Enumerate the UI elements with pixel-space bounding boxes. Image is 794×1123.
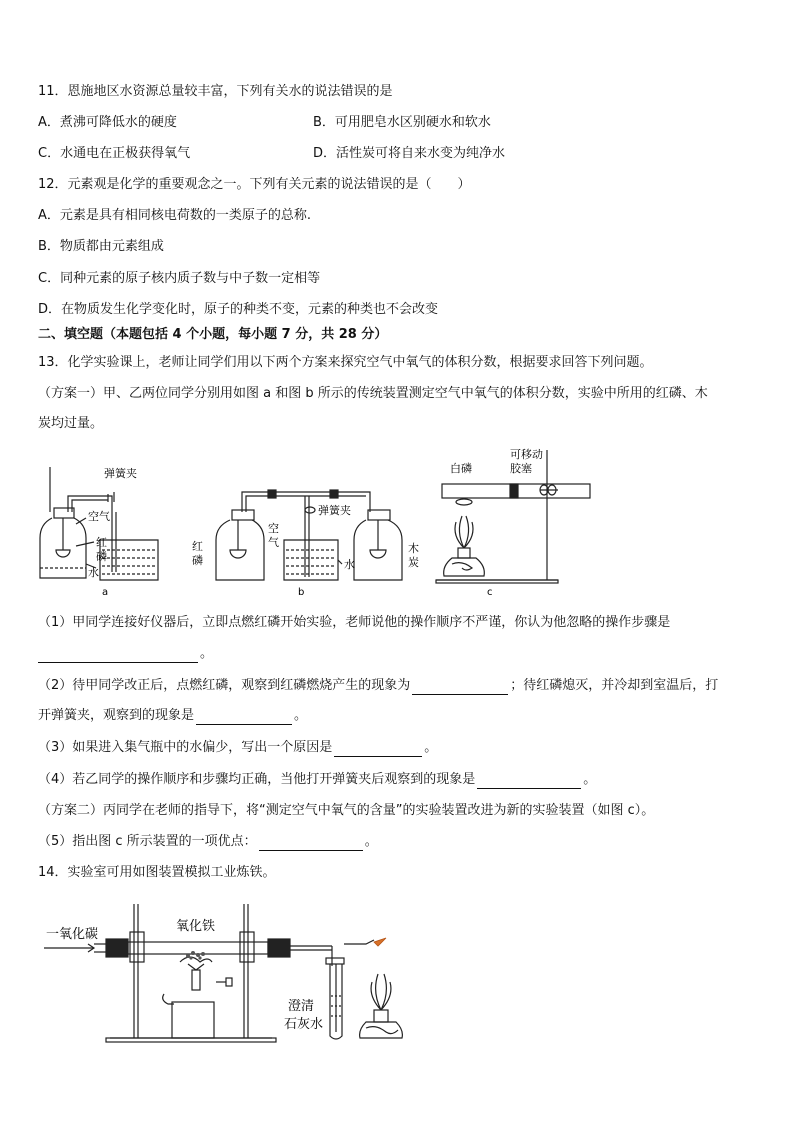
q14-co-label: 一氧化碳 bbox=[46, 927, 99, 942]
fig-a-water-label: 水 bbox=[88, 566, 99, 579]
fig-c-caption: c bbox=[487, 587, 493, 597]
figure-c bbox=[432, 442, 592, 597]
fig-a-phos2: 磷 bbox=[96, 550, 107, 563]
q13-p5-text: （5）指出图 c 所示装置的一项优点： bbox=[38, 834, 257, 849]
fig-b-air1: 空 bbox=[268, 522, 279, 535]
q11-option-c: C．水通电在正极获得氧气 bbox=[38, 146, 191, 161]
q13-p2-line2 bbox=[38, 707, 307, 725]
q13-p4-end: 。 bbox=[583, 772, 597, 787]
fig-a-clip-label: 弹簧夹 bbox=[104, 467, 137, 480]
fig-b-charcoal1: 木 bbox=[408, 542, 419, 555]
fig-b-caption: b bbox=[298, 587, 305, 597]
q12-stem: 12．元素观是化学的重要观念之一。下列有关元素的说法错误的是（ ） bbox=[38, 177, 471, 192]
q13-p1-answer-line bbox=[38, 645, 213, 663]
q13-plan1-line1: （方案一）甲、乙两位同学分别用如图 a 和图 b 所示的传统装置测定空气中氧气的体积分数，实验中所用的红磷、木 bbox=[38, 386, 708, 401]
q13-p4-text: （4）若乙同学的操作顺序和步骤均正确，当他打开弹簧夹后观察到的现象是 bbox=[38, 772, 476, 787]
fig-a-caption: a bbox=[102, 587, 109, 597]
fig-c-white-phos-label: 白磷 bbox=[450, 462, 472, 475]
q13-p2-text-c: 开弹簧夹，观察到的现象是 bbox=[38, 708, 195, 723]
fig-b-phos2: 磷 bbox=[192, 554, 203, 567]
q13-plan2: （方案二）丙同学在老师的指导下，将“测定空气中氧气的含量”的实验装置改进为新的实验装置（如图 c）。 bbox=[38, 803, 655, 818]
q13-p3-text: （3）如果进入集气瓶中的水偏少，写出一个原因是 bbox=[38, 740, 333, 755]
q11-stem: 11．恩施地区水资源总量较丰富，下列有关水的说法错误的是 bbox=[38, 84, 393, 99]
q14-fe2o3-label: 氧化铁 bbox=[176, 919, 216, 934]
q12-option-c: C．同种元素的原子核内质子数与中子数一定相等 bbox=[38, 271, 321, 286]
q13-p1-text: （1）甲同学连接好仪器后，立即点燃红磷开始实验，老师说他的操作顺序不严谨，你认为他忽略的操作步骤是 bbox=[38, 615, 671, 630]
q12-option-a: A．元素是具有相同核电荷数的一类原子的总称. bbox=[38, 208, 312, 223]
q13-p5-line bbox=[38, 833, 378, 851]
figure-q14 bbox=[40, 896, 430, 1056]
q13-p5-blank[interactable] bbox=[259, 836, 363, 851]
q13-p2-blank-2[interactable] bbox=[196, 710, 292, 725]
q13-p1-blank[interactable] bbox=[38, 648, 198, 663]
section-title: 二、填空题（本题包括 4 个小题，每小题 7 分，共 28 分） bbox=[38, 327, 388, 342]
q12-option-d: D．在物质发生化学变化时，原子的种类不变，元素的种类也不会改变 bbox=[38, 302, 439, 317]
figure-b bbox=[190, 482, 425, 597]
q13-p4-line bbox=[38, 771, 596, 789]
fig-c-movable2: 胶塞 bbox=[510, 462, 532, 475]
q13-p2-end: 。 bbox=[294, 708, 308, 723]
q13-p2-text-b: ；待红磷熄灭，并冷却到室温后，打 bbox=[510, 678, 719, 693]
q11-option-b: B．可用肥皂水区别硬水和软水 bbox=[313, 115, 491, 130]
figure-a bbox=[30, 462, 180, 597]
q13-plan1-line2: 炭均过量。 bbox=[38, 416, 104, 431]
fig-b-charcoal2: 炭 bbox=[408, 556, 419, 569]
fig-b-clip-label: 弹簧夹 bbox=[318, 504, 351, 517]
q12-option-b: B．物质都由元素组成 bbox=[38, 239, 164, 254]
q14-stem: 14．实验室可用如图装置模拟工业炼铁。 bbox=[38, 865, 276, 880]
fig-b-air2: 气 bbox=[268, 536, 279, 549]
q13-p2-line1 bbox=[38, 677, 718, 695]
q11-option-d: D．活性炭可将自来水变为纯净水 bbox=[313, 146, 506, 161]
fig-a-phos1: 红 bbox=[96, 536, 107, 549]
q13-p2-text-a: （2）待甲同学改正后，点燃红磷，观察到红磷燃烧产生的现象为 bbox=[38, 678, 411, 693]
q13-p1-end: 。 bbox=[200, 646, 214, 661]
q13-p4-blank[interactable] bbox=[477, 774, 581, 789]
q13-p3-end: 。 bbox=[424, 740, 438, 755]
q11-option-a: A．煮沸可降低水的硬度 bbox=[38, 115, 177, 130]
q14-lime2: 石灰水 bbox=[284, 1017, 324, 1032]
q13-p3-line bbox=[38, 739, 437, 757]
q13-p2-blank-1[interactable] bbox=[412, 680, 508, 695]
q13-stem: 13．化学实验课上，老师让同学们用以下两个方案来探究空气中氧气的体积分数，根据要求回答下列问题。 bbox=[38, 355, 653, 370]
q13-p3-blank[interactable] bbox=[334, 742, 422, 757]
q14-lime1: 澄清 bbox=[288, 999, 315, 1014]
fig-a-air-label: 空气 bbox=[88, 510, 110, 523]
fig-b-phos1: 红 bbox=[192, 540, 203, 553]
fig-b-water-label: 水 bbox=[344, 558, 355, 571]
fig-c-movable1: 可移动 bbox=[510, 448, 543, 461]
q13-p5-end: 。 bbox=[364, 834, 378, 849]
